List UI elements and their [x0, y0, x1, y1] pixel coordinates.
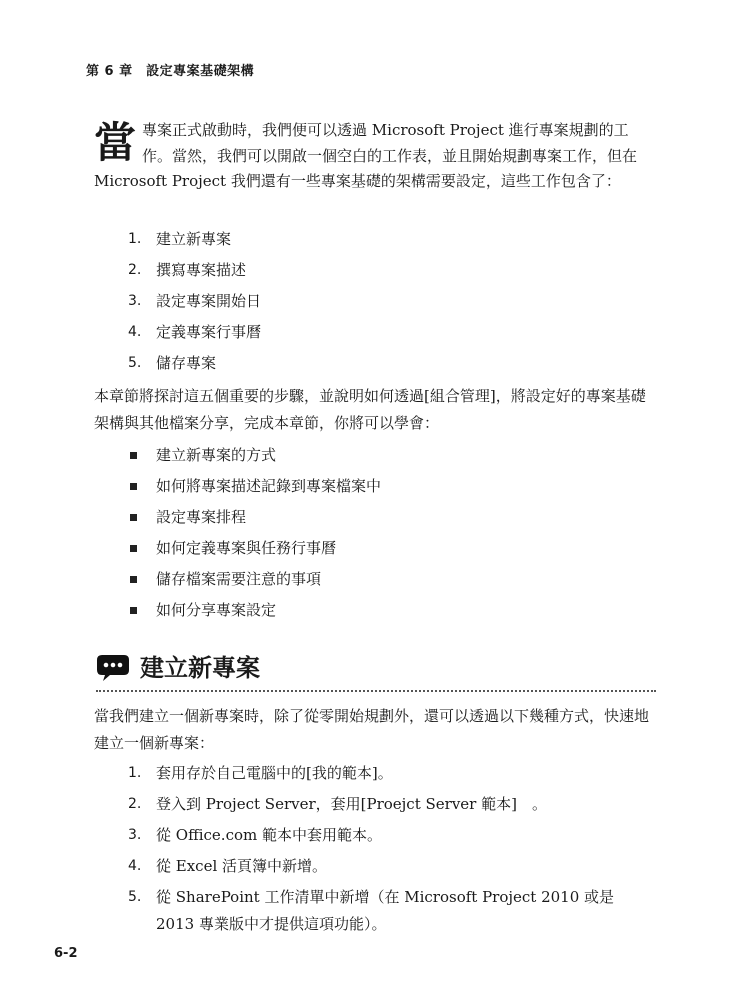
bullet-icon	[130, 545, 137, 552]
item-number: 4.	[128, 324, 142, 340]
item-text: 如何分享專案設定	[156, 601, 277, 619]
speech-bubble-icon	[96, 654, 130, 682]
list-item	[0, 882, 750, 942]
item-text: 從 Excel 活頁簿中新增。	[156, 857, 328, 875]
list-item	[0, 255, 750, 286]
summary-paragraph: 本章節將探討這五個重要的步驟，並說明如何透過[組合管理]，將設定好的專案基礎架構與其他檔案分享，完成本章節，你將可以學會：	[94, 387, 646, 432]
item-number: 5.	[128, 889, 142, 905]
steps-list	[0, 224, 750, 379]
list-item	[0, 286, 750, 317]
item-text: 如何定義專案與任務行事曆	[156, 539, 337, 557]
list-item	[0, 564, 750, 595]
item-text: 儲存專案	[156, 354, 217, 372]
item-text: 建立新專案的方式	[156, 446, 277, 464]
item-number: 2.	[128, 796, 142, 812]
bullet-icon	[130, 483, 137, 490]
drop-cap: 當	[94, 118, 137, 167]
section-intro: 當我們建立一個新專案時，除了從零開始規劃外，還可以透過以下幾種方式，快速地建立一個新專案：	[94, 707, 650, 752]
list-item	[0, 440, 750, 471]
list-item	[0, 471, 750, 502]
list-item	[0, 533, 750, 564]
list-item	[0, 758, 750, 789]
list-item	[0, 595, 750, 626]
intro-paragraph	[94, 118, 656, 195]
bullet-icon	[130, 607, 137, 614]
item-text: 從 Office.com 範本中套用範本。	[156, 826, 382, 844]
list-item	[0, 348, 750, 379]
item-text: 設定專案開始日	[156, 292, 262, 310]
item-number: 1.	[128, 231, 142, 247]
list-item	[0, 317, 750, 348]
list-item	[0, 820, 750, 851]
chapter-header: 第 6 章 設定專案基礎架構	[86, 64, 255, 79]
intro-text: 專案正式啟動時，我們便可以透過 Microsoft Project 進行專案規劃的工作。當然，我們可以開啟一個空白的工作表，並且開始規劃專案工作，但在 Microsoft Project 我們還有一些專案基礎的架構需要設定，這些工作包含了：	[94, 121, 638, 190]
section-title: 建立新專案	[140, 654, 260, 682]
item-number: 2.	[128, 262, 142, 278]
bullet-icon	[130, 452, 137, 459]
item-text: 建立新專案	[156, 230, 232, 248]
list-item	[0, 851, 750, 882]
item-text: 撰寫專案描述	[156, 261, 247, 279]
item-number: 4.	[128, 858, 142, 874]
item-number: 3.	[128, 293, 142, 309]
bullet-icon	[130, 514, 137, 521]
item-text: 如何將專案描述記錄到專案檔案中	[156, 477, 382, 495]
item-text: 套用存於自己電腦中的[我的範本]。	[156, 764, 393, 782]
learn-list	[0, 440, 750, 626]
list-item	[0, 224, 750, 255]
section-heading	[96, 650, 656, 692]
item-number: 3.	[128, 827, 142, 843]
item-text: 儲存檔案需要注意的事項	[156, 570, 322, 588]
item-number: 1.	[128, 765, 142, 781]
item-text: 設定專案排程	[156, 508, 247, 526]
item-text: 登入到 Project Server，套用[Proejct Server 範本] 。	[156, 795, 547, 813]
item-text: 從 SharePoint 工作清單中新增（在 Microsoft Project 2010 或是 2013 專業版中才提供這項功能）。	[156, 888, 615, 933]
list-item	[0, 789, 750, 820]
item-number: 5.	[128, 355, 142, 371]
bullet-icon	[130, 576, 137, 583]
list-item	[0, 502, 750, 533]
item-text: 定義專案行事曆	[156, 323, 262, 341]
methods-list	[0, 758, 750, 942]
page-number: 6-2	[54, 946, 78, 961]
